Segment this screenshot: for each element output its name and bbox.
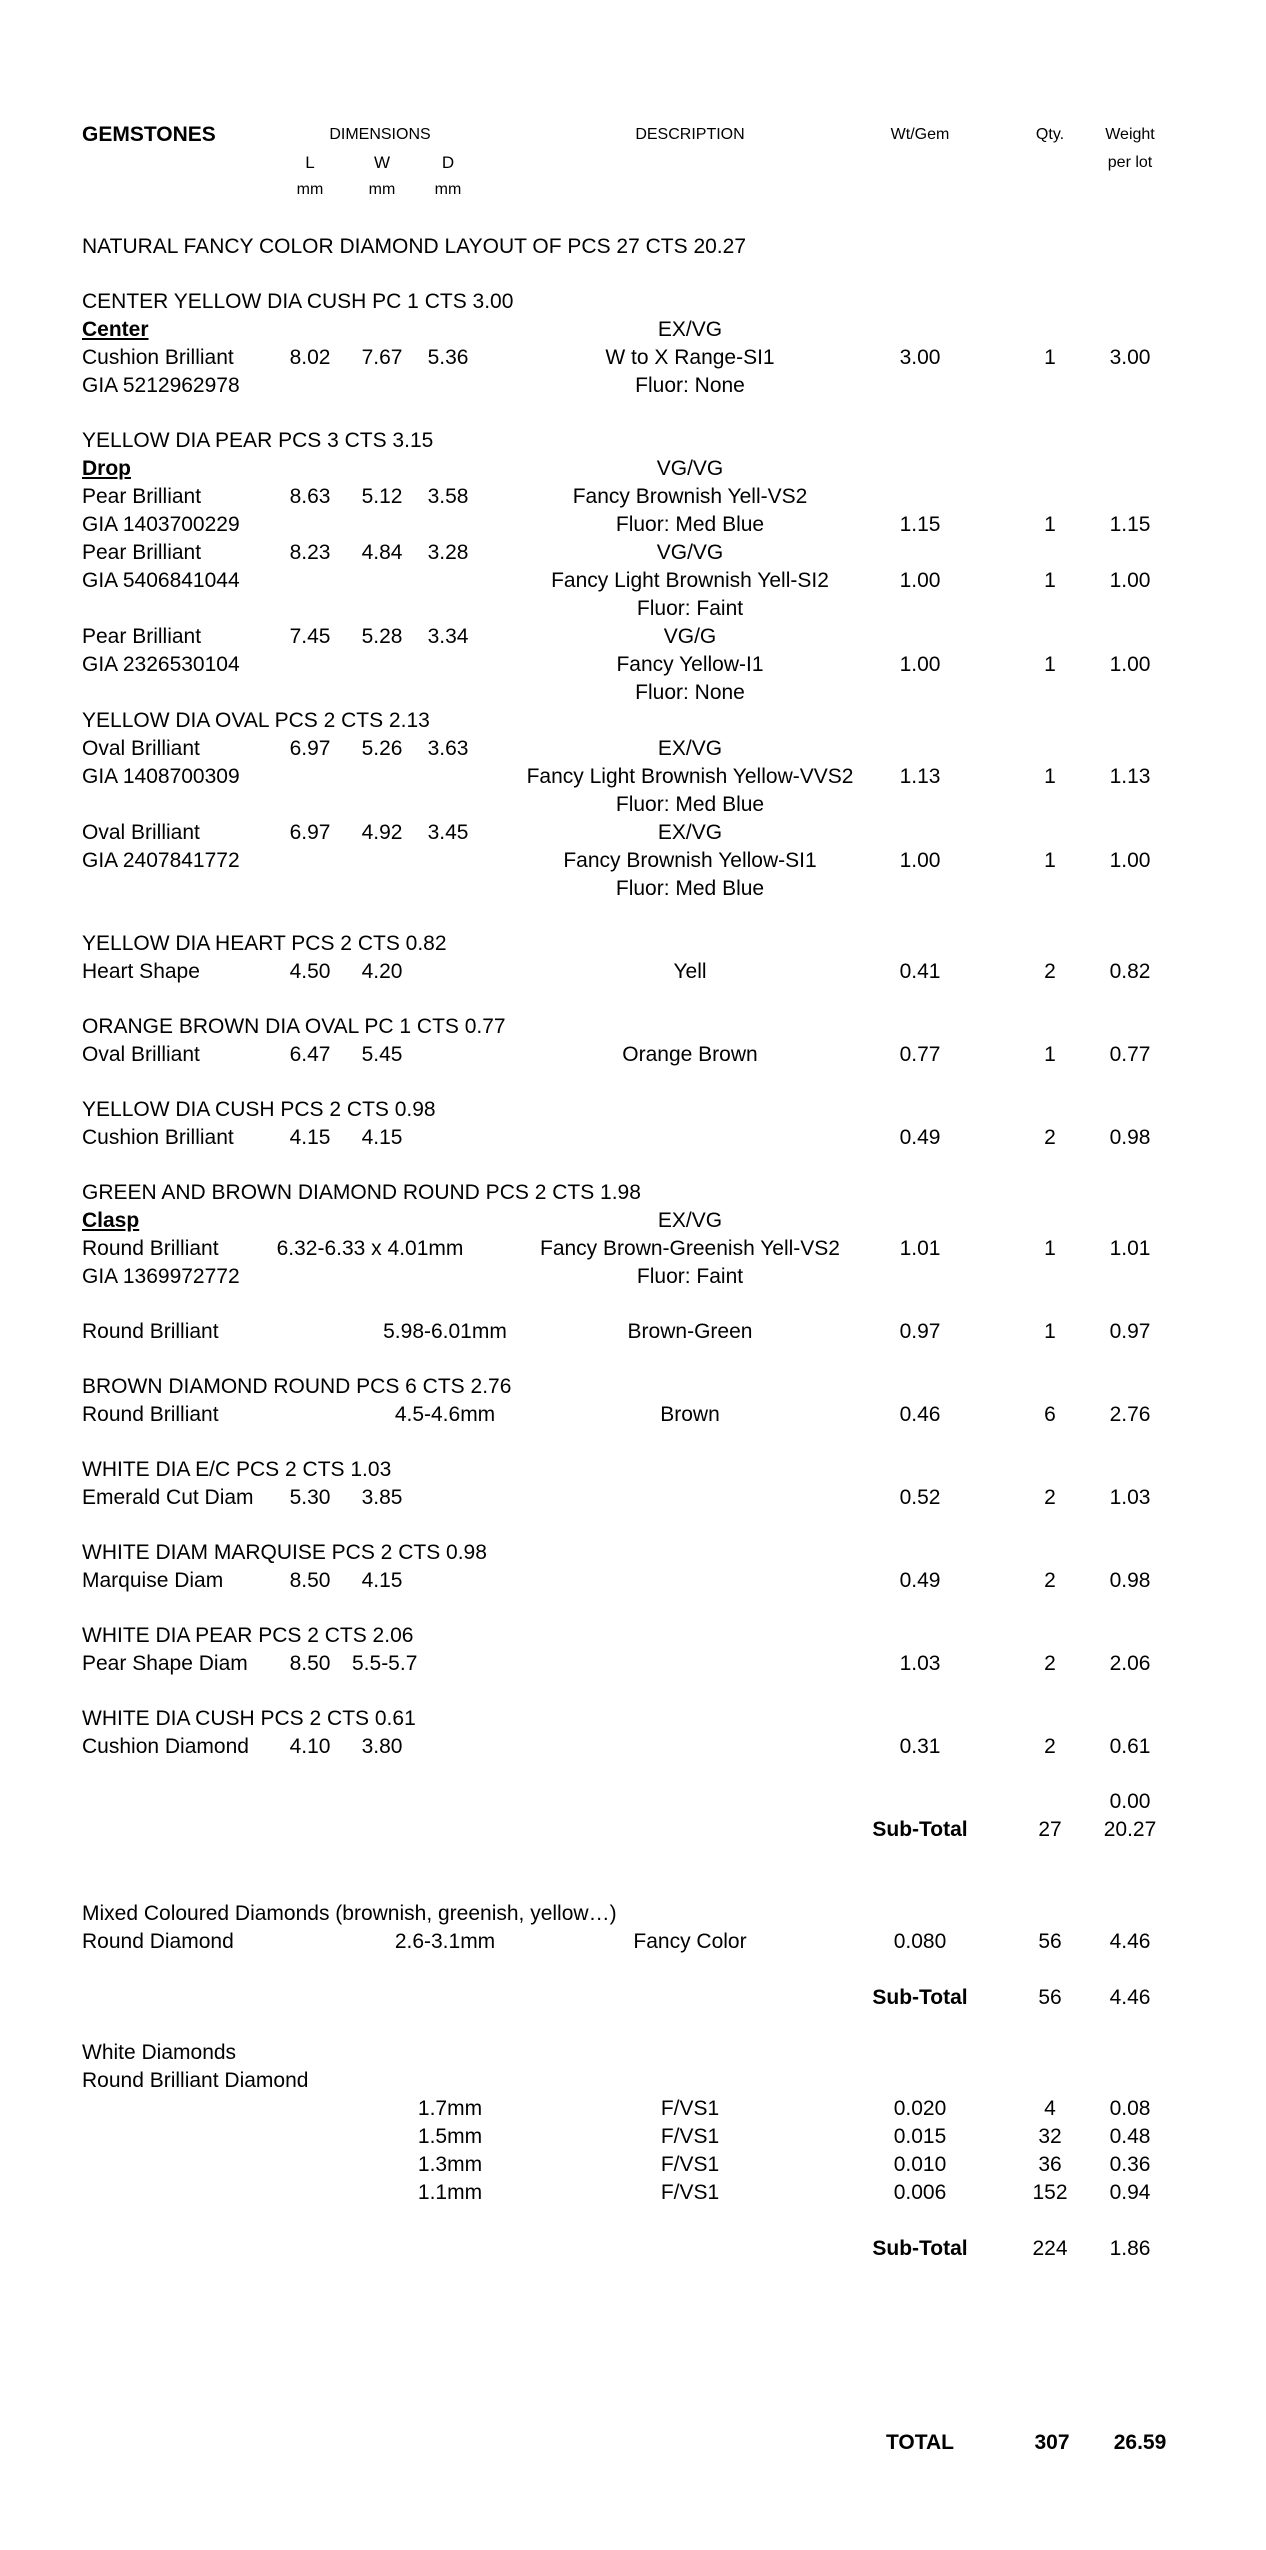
qty-value: 1 xyxy=(1044,849,1056,872)
qty-value: 2 xyxy=(1044,1126,1056,1149)
subtotal-qty: 56 xyxy=(1038,1986,1062,2009)
stone-name: Cushion Brilliant xyxy=(82,1126,234,1149)
stone-name: Round Brilliant xyxy=(82,1320,219,1343)
wt-gem-value: 0.46 xyxy=(899,1403,941,1426)
wt-gem-value: 0.31 xyxy=(899,1735,941,1758)
wt-gem-value: 1.00 xyxy=(899,653,941,676)
width-value: 4.20 xyxy=(361,960,403,983)
fluorescence: Fluor: None xyxy=(635,374,745,397)
description: Fancy Color xyxy=(633,1930,747,1953)
cut-grade: EX/VG xyxy=(657,1209,723,1232)
lot-weight-value: 0.77 xyxy=(1109,1043,1151,1066)
wt-gem-value: 0.49 xyxy=(899,1126,941,1149)
lot-weight-value: 1.00 xyxy=(1109,849,1151,872)
color-clarity: Fancy Brownish Yell-VS2 xyxy=(572,485,808,508)
section-heading: WHITE DIAM MARQUISE PCS 2 CTS 0.98 xyxy=(82,1541,487,1564)
depth-unit: mm xyxy=(434,181,462,198)
subtotal-weight: 20.27 xyxy=(1103,1818,1157,1841)
width-value: 5.26 xyxy=(361,737,403,760)
lot-weight-value: 2.76 xyxy=(1109,1403,1151,1426)
lot-weight-value: 0.82 xyxy=(1109,960,1151,983)
section-heading: BROWN DIAMOND ROUND PCS 6 CTS 2.76 xyxy=(82,1375,512,1398)
qty-value: 1 xyxy=(1044,1237,1056,1260)
lot-weight-value: 1.03 xyxy=(1109,1486,1151,1509)
lot-weight-value: 1.00 xyxy=(1109,653,1151,676)
lot-weight-value: 0.94 xyxy=(1109,2181,1151,2204)
depth-value: 3.28 xyxy=(427,541,469,564)
stone-name: Round Brilliant xyxy=(82,1237,219,1260)
qty-value: 1 xyxy=(1044,1043,1056,1066)
section-label: Drop xyxy=(82,457,131,480)
width-value: 4.92 xyxy=(361,821,403,844)
section-heading: Mixed Coloured Diamonds (brownish, greenish, yellow…) xyxy=(82,1902,617,1925)
dimensions-value: 1.3mm xyxy=(417,2153,483,2176)
width-value: 4.15 xyxy=(361,1569,403,1592)
stone-name: Marquise Diam xyxy=(82,1569,224,1592)
gia-number: GIA 5406841044 xyxy=(82,569,240,592)
length-value: 4.50 xyxy=(289,960,331,983)
depth-value: 3.34 xyxy=(427,625,469,648)
section-heading: GREEN AND BROWN DIAMOND ROUND PCS 2 CTS 1.98 xyxy=(82,1181,641,1204)
description: Brown-Green xyxy=(627,1320,753,1343)
lot-weight-value: 4.46 xyxy=(1109,1930,1151,1953)
length-value: 5.30 xyxy=(289,1486,331,1509)
subtotal-qty: 224 xyxy=(1032,2237,1068,2260)
gia-number: GIA 1403700229 xyxy=(82,513,240,536)
wt-gem-value: 1.15 xyxy=(899,513,941,536)
subtotal-weight: 4.46 xyxy=(1109,1986,1151,2009)
fluorescence: Fluor: Med Blue xyxy=(615,877,765,900)
qty-value: 1 xyxy=(1044,653,1056,676)
cut-grade: VG/G xyxy=(663,625,717,648)
lot-weight-value: 0.98 xyxy=(1109,1126,1151,1149)
depth-value: 3.58 xyxy=(427,485,469,508)
width-value: 7.67 xyxy=(361,346,403,369)
total-qty: 307 xyxy=(1034,2431,1070,2454)
stone-name: Heart Shape xyxy=(82,960,200,983)
dimensions-value: 1.5mm xyxy=(417,2125,483,2148)
cut-grade: EX/VG xyxy=(657,821,723,844)
description: F/VS1 xyxy=(660,2153,720,2176)
cut-grade: VG/VG xyxy=(656,541,724,564)
stone-name: Emerald Cut Diam xyxy=(82,1486,254,1509)
section-heading: WHITE DIA CUSH PCS 2 CTS 0.61 xyxy=(82,1707,416,1730)
gia-number: GIA 5212962978 xyxy=(82,374,240,397)
dimensions-value: 2.6-3.1mm xyxy=(394,1930,496,1953)
wt-gem-value: 1.00 xyxy=(899,849,941,872)
description: F/VS1 xyxy=(660,2181,720,2204)
per-lot-header: per lot xyxy=(1107,154,1153,171)
color-clarity: Fancy Brown-Greenish Yell-VS2 xyxy=(540,1237,840,1260)
width-header: W xyxy=(373,153,391,172)
dimensions-value: 6.32-6.33 x 4.01mm xyxy=(276,1237,464,1260)
stone-name: Oval Brilliant xyxy=(82,821,200,844)
length-value: 8.63 xyxy=(289,485,331,508)
qty-value: 4 xyxy=(1044,2097,1056,2120)
lot-weight-value: 0.61 xyxy=(1109,1735,1151,1758)
color-clarity: W to X Range-SI1 xyxy=(605,346,775,369)
qty-value: 2 xyxy=(1044,1735,1056,1758)
stone-name: Pear Brilliant xyxy=(82,541,202,564)
width-value: 5.12 xyxy=(361,485,403,508)
section-label: Center xyxy=(82,318,149,341)
subtotal-weight: 1.86 xyxy=(1109,2237,1151,2260)
stone-name: Cushion Brilliant xyxy=(82,346,234,369)
qty-value: 152 xyxy=(1032,2181,1068,2204)
cut-grade: VG/VG xyxy=(656,457,724,480)
stone-name: Round Brilliant xyxy=(82,1403,219,1426)
wt-gem-value: 0.080 xyxy=(893,1930,947,1953)
lot-weight-value: 1.15 xyxy=(1109,513,1151,536)
length-value: 7.45 xyxy=(289,625,331,648)
qty-value: 1 xyxy=(1044,346,1056,369)
description-header: DESCRIPTION xyxy=(635,126,745,143)
width-value: 4.84 xyxy=(361,541,403,564)
weight-header: Weight xyxy=(1105,126,1155,143)
lot-weight-value: 0.97 xyxy=(1109,1320,1151,1343)
lot-weight-value: 3.00 xyxy=(1109,346,1151,369)
gia-number: GIA 2407841772 xyxy=(82,849,240,872)
fluorescence: Fluor: Med Blue xyxy=(615,793,765,816)
total-label: TOTAL xyxy=(885,2431,955,2454)
dimensions-value: 5.98-6.01mm xyxy=(383,1320,507,1343)
section-label: Clasp xyxy=(82,1209,140,1232)
depth-value: 3.45 xyxy=(427,821,469,844)
qty-value: 1 xyxy=(1044,765,1056,788)
width-value: 4.15 xyxy=(361,1126,403,1149)
qty-value: 36 xyxy=(1038,2153,1062,2176)
stone-name: Oval Brilliant xyxy=(82,737,200,760)
section-heading: YELLOW DIA HEART PCS 2 CTS 0.82 xyxy=(82,932,447,955)
description: F/VS1 xyxy=(660,2125,720,2148)
lot-weight-value: 1.13 xyxy=(1109,765,1151,788)
wt-gem-value: 1.00 xyxy=(899,569,941,592)
length-value: 6.97 xyxy=(289,737,331,760)
gia-number: GIA 2326530104 xyxy=(82,653,240,676)
wt-gem-value: 1.01 xyxy=(899,1237,941,1260)
wt-gem-value: 0.52 xyxy=(899,1486,941,1509)
layout-title: NATURAL FANCY COLOR DIAMOND LAYOUT OF PCS 27 CTS 20.27 xyxy=(82,235,747,258)
wt-gem-header: Wt/Gem xyxy=(890,126,950,143)
description: Orange Brown xyxy=(622,1043,758,1066)
qty-value: 6 xyxy=(1044,1403,1056,1426)
section-heading: ORANGE BROWN DIA OVAL PC 1 CTS 0.77 xyxy=(82,1015,506,1038)
qty-value: 2 xyxy=(1044,960,1056,983)
width-unit: mm xyxy=(368,181,396,198)
stone-name: Pear Brilliant xyxy=(82,625,202,648)
wt-gem-value: 0.77 xyxy=(899,1043,941,1066)
total-weight: 26.59 xyxy=(1113,2431,1167,2454)
depth-value: 3.63 xyxy=(427,737,469,760)
lot-weight-value: 0.98 xyxy=(1109,1569,1151,1592)
length-value: 4.10 xyxy=(289,1735,331,1758)
fluorescence: Fluor: Faint xyxy=(636,597,744,620)
gia-number: GIA 1408700309 xyxy=(82,765,240,788)
cut-grade: EX/VG xyxy=(657,737,723,760)
cut-grade: EX/VG xyxy=(657,318,723,341)
qty-value: 1 xyxy=(1044,1320,1056,1343)
lot-weight-value: 0.36 xyxy=(1109,2153,1151,2176)
qty-value: 32 xyxy=(1038,2125,1062,2148)
length-value: 8.50 xyxy=(289,1652,331,1675)
length-value: 8.23 xyxy=(289,541,331,564)
section-heading: WHITE DIA PEAR PCS 2 CTS 2.06 xyxy=(82,1624,414,1647)
width-value: 5.45 xyxy=(361,1043,403,1066)
dimensions-header: DIMENSIONS xyxy=(329,126,431,143)
stone-name: Pear Brilliant xyxy=(82,485,202,508)
wt-gem-value: 0.97 xyxy=(899,1320,941,1343)
length-header: L xyxy=(305,153,315,172)
wt-gem-value: 1.13 xyxy=(899,765,941,788)
lot-weight-value: 0.48 xyxy=(1109,2125,1151,2148)
wt-gem-value: 0.49 xyxy=(899,1569,941,1592)
lot-weight-value: 1.00 xyxy=(1109,569,1151,592)
description: F/VS1 xyxy=(660,2097,720,2120)
qty-value: 2 xyxy=(1044,1652,1056,1675)
wt-gem-value: 0.015 xyxy=(893,2125,947,2148)
width-value: 3.80 xyxy=(361,1735,403,1758)
qty-header: Qty. xyxy=(1035,126,1065,143)
section-heading: YELLOW DIA OVAL PCS 2 CTS 2.13 xyxy=(82,709,430,732)
length-value: 8.50 xyxy=(289,1569,331,1592)
page-title: GEMSTONES xyxy=(82,123,216,146)
stone-name: Round Brilliant Diamond xyxy=(82,2069,309,2092)
stone-name: Cushion Diamond xyxy=(82,1735,249,1758)
wt-gem-value: 0.41 xyxy=(899,960,941,983)
fluorescence: Fluor: Med Blue xyxy=(615,513,765,536)
depth-value: 5.36 xyxy=(427,346,469,369)
color-clarity: Fancy Light Brownish Yell-SI2 xyxy=(551,569,829,592)
section-heading: White Diamonds xyxy=(82,2041,237,2064)
section-heading: CENTER YELLOW DIA CUSH PC 1 CTS 3.00 xyxy=(82,290,514,313)
gia-number: GIA 1369972772 xyxy=(82,1265,240,1288)
section-heading: YELLOW DIA PEAR PCS 3 CTS 3.15 xyxy=(82,429,434,452)
qty-value: 2 xyxy=(1044,1486,1056,1509)
width-value: 5.28 xyxy=(361,625,403,648)
wt-gem-value: 0.010 xyxy=(893,2153,947,2176)
section-heading: WHITE DIA E/C PCS 2 CTS 1.03 xyxy=(82,1458,392,1481)
subtotal-label: Sub-Total xyxy=(872,1986,968,2009)
qty-value: 1 xyxy=(1044,569,1056,592)
subtotal-label: Sub-Total xyxy=(872,1818,968,1841)
dimensions-value: 4.5-4.6mm xyxy=(394,1403,496,1426)
wt-gem-value: 1.03 xyxy=(899,1652,941,1675)
blank-lot-value: 0.00 xyxy=(1109,1790,1151,1813)
dimensions-value: 1.7mm xyxy=(417,2097,483,2120)
width-value: 3.85 xyxy=(361,1486,403,1509)
wt-gem-value: 0.006 xyxy=(893,2181,947,2204)
subtotal-qty: 27 xyxy=(1038,1818,1062,1841)
depth-header: D xyxy=(441,153,455,172)
subtotal-label: Sub-Total xyxy=(872,2237,968,2260)
lot-weight-value: 1.01 xyxy=(1109,1237,1151,1260)
qty-value: 1 xyxy=(1044,513,1056,536)
dimensions-value: 1.1mm xyxy=(417,2181,483,2204)
length-value: 4.15 xyxy=(289,1126,331,1149)
qty-value: 56 xyxy=(1038,1930,1062,1953)
wt-gem-value: 3.00 xyxy=(899,346,941,369)
length-unit: mm xyxy=(296,181,324,198)
color-clarity: Fancy Light Brownish Yellow-VVS2 xyxy=(526,765,854,788)
color-clarity: Fancy Yellow-I1 xyxy=(616,653,764,676)
stone-name: Round Diamond xyxy=(82,1930,234,1953)
section-heading: YELLOW DIA CUSH PCS 2 CTS 0.98 xyxy=(82,1098,436,1121)
qty-value: 2 xyxy=(1044,1569,1056,1592)
length-value: 6.47 xyxy=(289,1043,331,1066)
stone-name: Oval Brilliant xyxy=(82,1043,200,1066)
stone-name: Pear Shape Diam xyxy=(82,1652,248,1675)
description: Yell xyxy=(673,960,707,983)
length-value: 8.02 xyxy=(289,346,331,369)
fluorescence: Fluor: None xyxy=(635,681,745,704)
lot-weight-value: 0.08 xyxy=(1109,2097,1151,2120)
fluorescence: Fluor: Faint xyxy=(636,1265,744,1288)
lot-weight-value: 2.06 xyxy=(1109,1652,1151,1675)
width-value: 5.5-5.7 xyxy=(352,1652,418,1675)
description: Brown xyxy=(660,1403,720,1426)
color-clarity: Fancy Brownish Yellow-SI1 xyxy=(563,849,817,872)
length-value: 6.97 xyxy=(289,821,331,844)
wt-gem-value: 0.020 xyxy=(893,2097,947,2120)
